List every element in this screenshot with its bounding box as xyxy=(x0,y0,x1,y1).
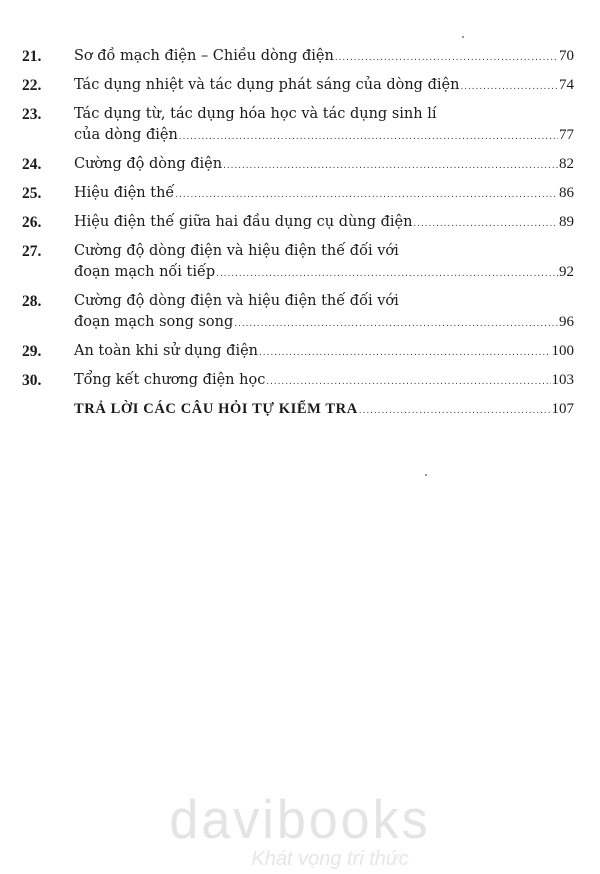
dot-leader xyxy=(179,126,558,147)
toc-entry-number: 23. xyxy=(22,106,42,123)
toc-entry-title-continued: của dòng điện xyxy=(74,127,178,143)
toc-entry-title: Tác dụng nhiệt và tác dụng phát sáng của dòng điện xyxy=(74,77,460,93)
toc-entry-page: 86 xyxy=(559,185,574,201)
dot-leader xyxy=(335,47,558,68)
toc-entry-answers[interactable] xyxy=(22,399,574,421)
toc-entry-number: 28. xyxy=(22,293,42,310)
toc-entry-title: Cường độ dòng điện xyxy=(74,156,223,172)
scan-speck xyxy=(425,474,427,476)
dot-leader xyxy=(216,263,558,284)
dot-leader xyxy=(359,400,551,421)
toc-entry-title: An toàn khi sử dụng điện xyxy=(74,343,259,359)
toc-entry-page: 74 xyxy=(559,77,574,93)
toc-entry[interactable] xyxy=(22,212,574,234)
toc-entry-title: Hiệu điện thế xyxy=(74,185,175,201)
toc-entry[interactable] xyxy=(22,183,574,205)
toc-entry-page: 100 xyxy=(551,343,574,359)
toc-entry-title: Cường độ dòng điện và hiệu điện thế đối với xyxy=(74,243,399,259)
toc-entry[interactable] xyxy=(22,370,574,392)
toc-entry-title: Sơ đồ mạch điện – Chiều dòng điện xyxy=(74,48,334,64)
toc-entry-number: 21. xyxy=(22,48,42,65)
toc-entry-number: 30. xyxy=(22,372,42,389)
toc-entry-page: 103 xyxy=(551,372,574,388)
toc-entry-page: 92 xyxy=(559,264,574,280)
toc-entry-title-continued: đoạn mạch song song xyxy=(74,314,234,330)
dot-leader xyxy=(223,155,558,176)
toc-entry-page: 96 xyxy=(559,314,574,330)
toc-entry-number: 26. xyxy=(22,214,42,231)
toc-entry-title: Cường độ dòng điện và hiệu điện thế đối với xyxy=(74,293,399,309)
dot-leader xyxy=(259,342,550,363)
dot-leader xyxy=(266,371,550,392)
toc-entry-title: Tác dụng từ, tác dụng hóa học và tác dụng sinh lí xyxy=(74,106,437,122)
scan-speck xyxy=(462,36,464,38)
dot-leader xyxy=(234,313,558,334)
table-of-contents xyxy=(22,46,574,428)
toc-entry-page: 107 xyxy=(551,401,574,417)
dot-leader xyxy=(175,184,558,205)
toc-entry[interactable] xyxy=(22,241,574,284)
toc-entry-number: 24. xyxy=(22,156,42,173)
toc-entry-page: 77 xyxy=(559,127,574,143)
toc-entry-title: TRẢ LỜI CÁC CÂU HỎI TỰ KIỂM TRA xyxy=(74,401,358,417)
toc-entry-title: Tổng kết chương điện học xyxy=(74,372,266,388)
toc-entry[interactable] xyxy=(22,75,574,97)
toc-entry-page: 82 xyxy=(559,156,574,172)
toc-entry-number: 22. xyxy=(22,77,42,94)
toc-entry-title: Hiệu điện thế giữa hai đầu dụng cụ dùng điện xyxy=(74,214,413,230)
toc-entry[interactable] xyxy=(22,341,574,363)
toc-entry[interactable] xyxy=(22,154,574,176)
toc-entry[interactable] xyxy=(22,291,574,334)
dot-leader xyxy=(413,213,558,234)
toc-entry-number: 25. xyxy=(22,185,42,202)
dot-leader xyxy=(460,76,558,97)
toc-entry-title-continued: đoạn mạch nối tiếp xyxy=(74,264,216,280)
toc-entry-page: 70 xyxy=(559,48,574,64)
watermark-logo: davibooks xyxy=(169,789,431,851)
toc-entry-number: 27. xyxy=(22,243,42,260)
toc-entry-page: 89 xyxy=(559,214,574,230)
watermark-slogan: Khát vọng tri thức xyxy=(251,848,409,870)
toc-entry-number: 29. xyxy=(22,343,42,360)
toc-entry[interactable] xyxy=(22,46,574,68)
toc-entry[interactable] xyxy=(22,104,574,147)
